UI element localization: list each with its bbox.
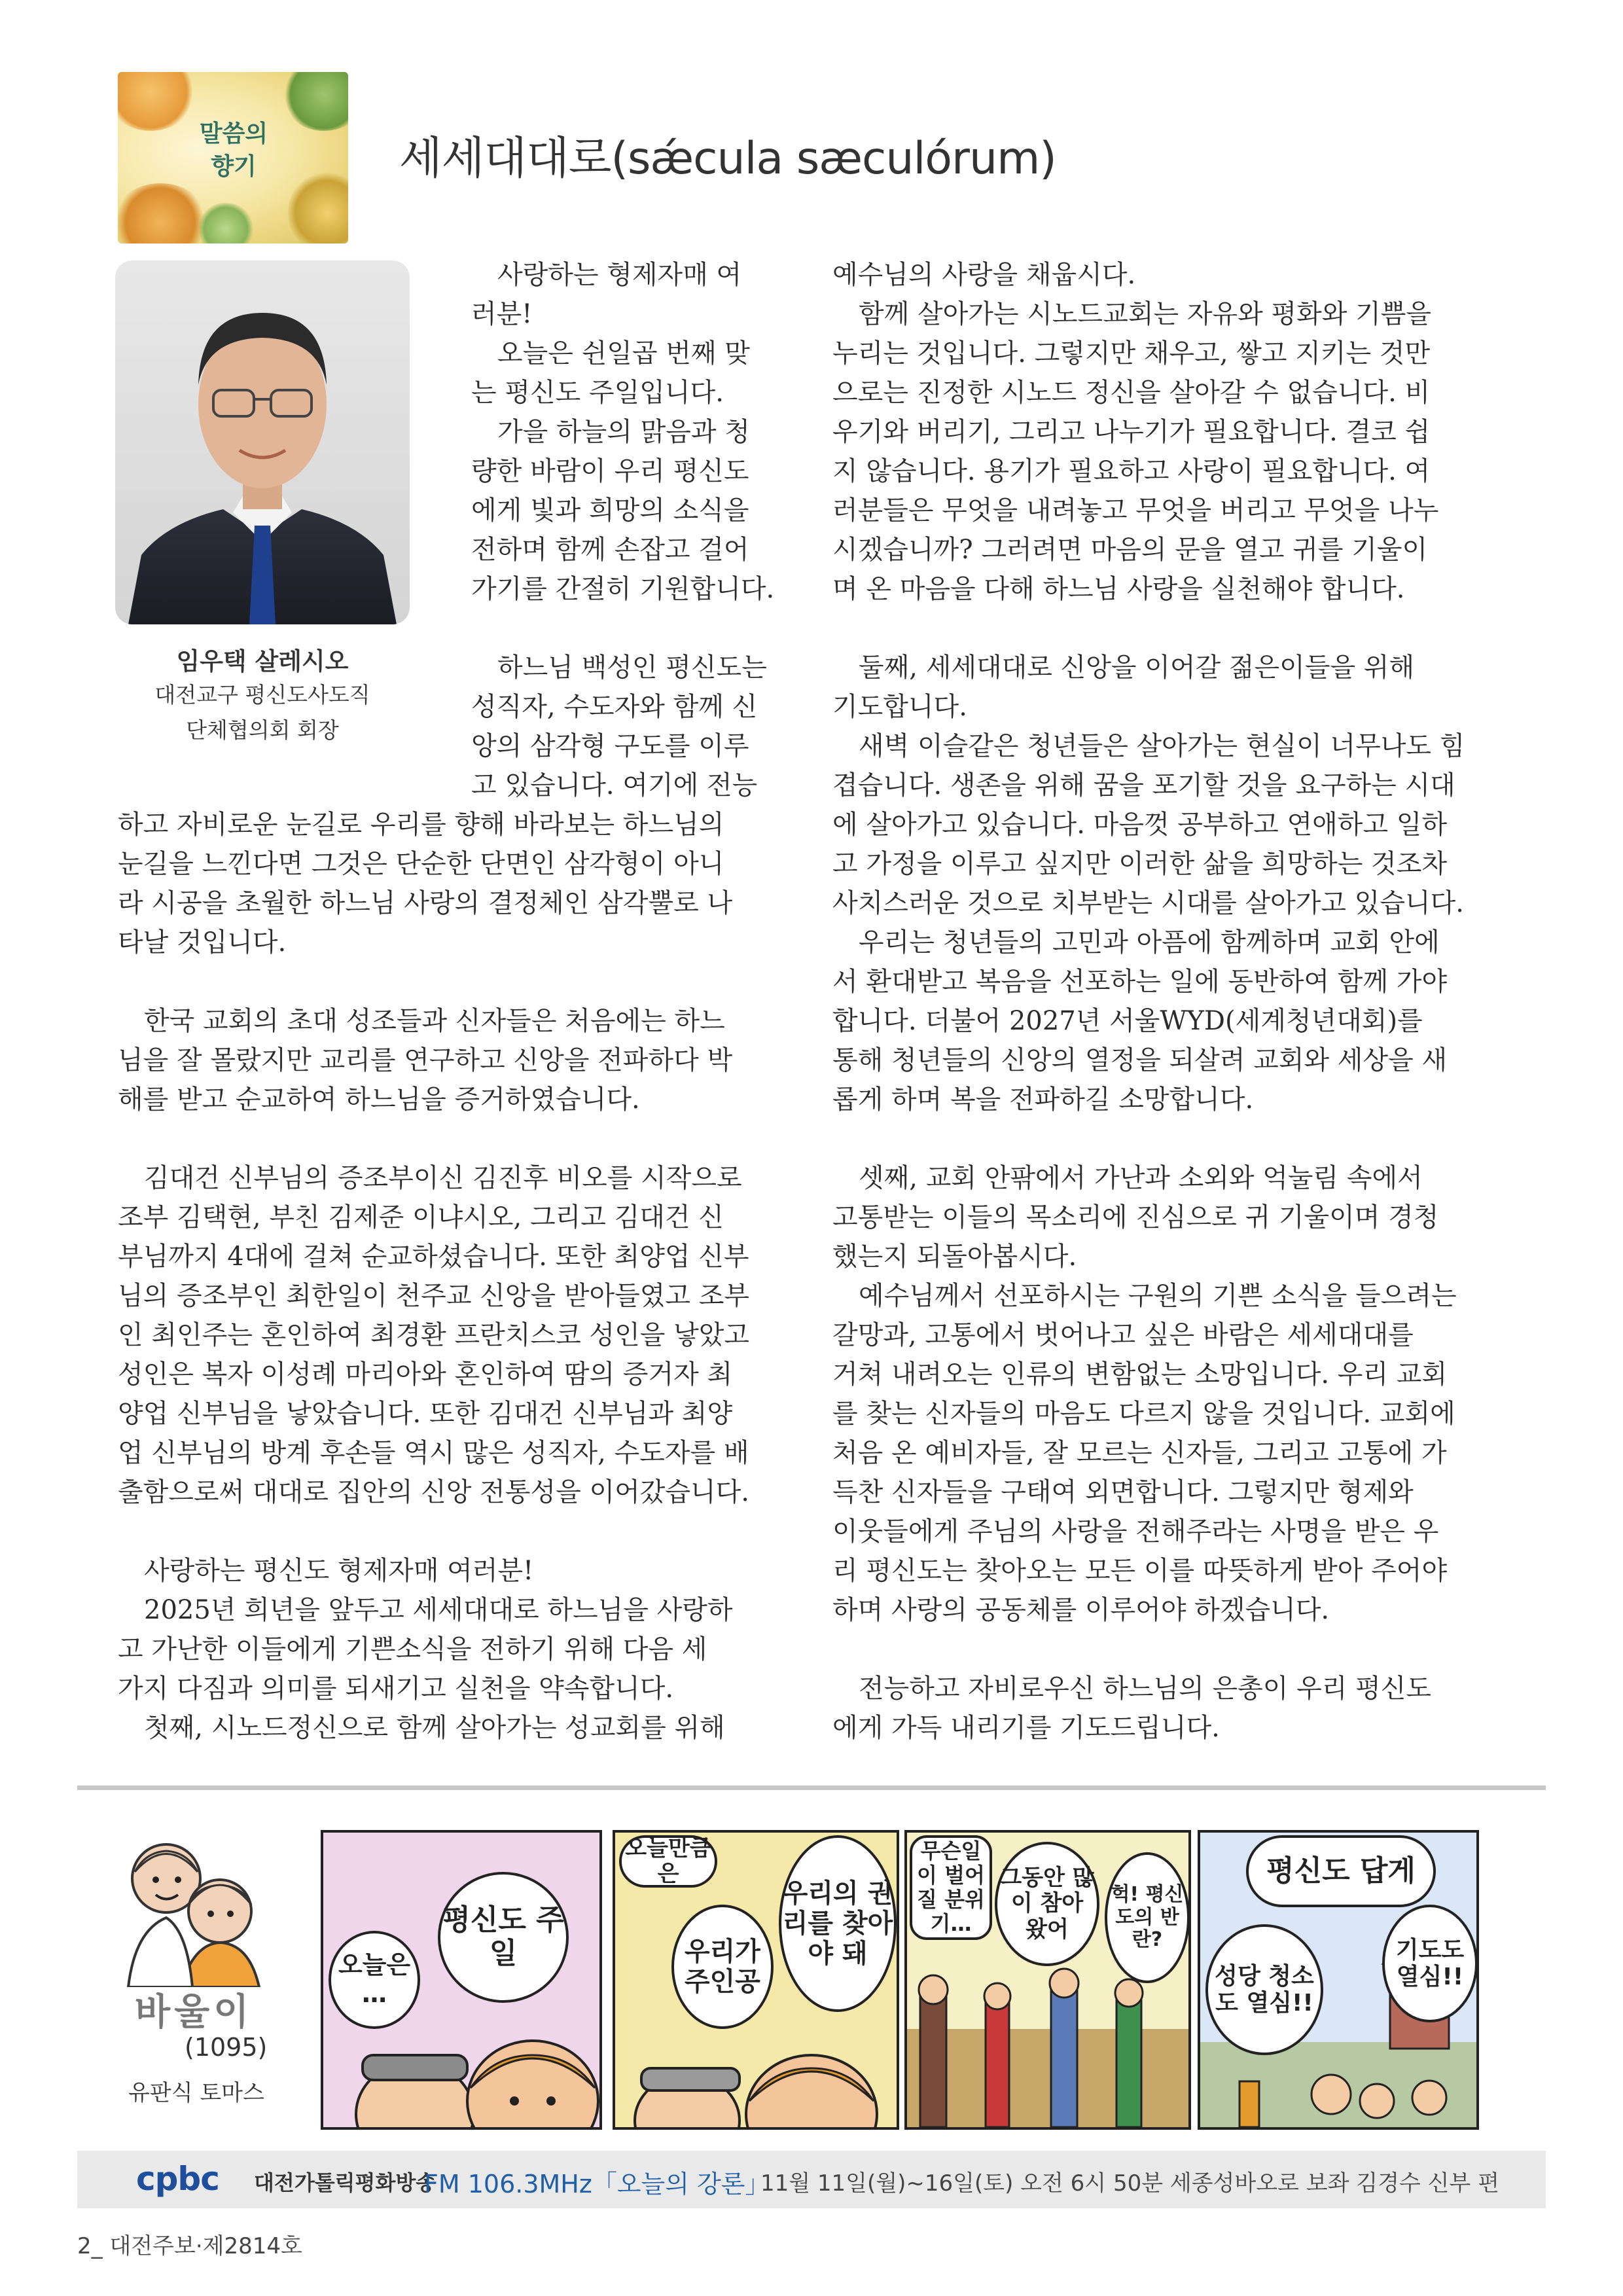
article-line: 고통받는 이들의 목소리에 진심으로 귀 기울이며 경청: [832, 1202, 1439, 1232]
article-line: 첫째, 시노드정신으로 함께 살아가는 성교회를 위해: [144, 1713, 725, 1743]
article-line: 러분들은 무엇을 내려놓고 무엇을 버리고 무엇을 나누: [832, 495, 1439, 526]
article-line: [118, 1512, 798, 1551]
panel-4-bubble-3: 기도도 열심!!: [1382, 1905, 1478, 2022]
panel-1-bubble-2: 평신도 주일: [438, 1872, 569, 2003]
article-line: 김대건 신부님의 증조부이신 김진후 비오를 시작으로: [144, 1163, 742, 1193]
section-divider: [77, 1785, 1546, 1790]
article-line: 지 않습니다. 용기가 필요하고 사랑이 필요합니다. 여: [832, 456, 1431, 486]
author-name: 임우택 살레시오: [176, 647, 349, 675]
article-line: 함께 살아가는 시노드교회는 자유와 평화와 기쁨을: [859, 299, 1432, 329]
article-line: 이웃들에게 주님의 사랑을 전해주라는 사명을 받은 우: [832, 1516, 1439, 1547]
article-line: 에 살아가고 있습니다. 마음껏 공부하고 연애하고 일하: [832, 810, 1448, 840]
badge-label: [191, 118, 276, 183]
article-line: 하고 자비로운 눈길로 우리를 향해 바라보는 하느님의: [118, 810, 724, 840]
article-line: 량한 바람이 우리 평신도: [471, 456, 749, 486]
article-line: 새벽 이슬같은 청년들은 살아가는 현실이 너무나도 힘: [859, 731, 1465, 761]
radio-program: FM 106.3MHz「오늘의 강론」: [424, 2170, 770, 2198]
article-line: 님의 증조부인 최한일이 천주교 신앙을 받아들였고 조부: [118, 1281, 750, 1311]
author-photo: [115, 260, 410, 624]
article-line: 양업 신부님을 낳았습니다. 또한 김대건 신부님과 최양: [118, 1399, 733, 1429]
article-line: [832, 1630, 1513, 1669]
article-line: 했는지 되돌아봅시다.: [832, 1242, 1077, 1272]
article-line: 사치스러운 것으로 치부받는 시대를 살아가고 있습니다.: [832, 888, 1465, 918]
article-line: 라 시공을 초월한 하느님 사랑의 결정체인 삼각뿔로 나: [118, 888, 733, 918]
article-line: 부님까지 4대에 걸쳐 순교하셨습니다. 또한 최양업 신부: [118, 1242, 749, 1272]
broadcast-schedule: 11월 11일(월)~16일(토) 오전 6시 50분 세종성바오로 보좌 김경수 신부 편: [760, 2170, 1499, 2197]
article-line: 셋째, 교회 안팎에서 가난과 소외와 억눌림 속에서: [859, 1163, 1423, 1193]
article-line: 누리는 것입니다. 그렇지만 채우고, 쌓고 지키는 것만: [832, 338, 1431, 368]
panel-2-bubble-1: 오늘만큼은: [619, 1835, 717, 1888]
article-line: 하며 사랑의 공동체를 이루어야 하겠습니다.: [832, 1595, 1330, 1625]
page-footer: 2_ 대전주보·제2814호: [77, 2233, 302, 2259]
comic-panel-3: [904, 1830, 1191, 2130]
comic-panel-1: [321, 1830, 602, 2130]
article-line: [471, 609, 798, 648]
article-line: 겹습니다. 생존을 위해 꿈을 포기할 것을 요구하는 시대: [832, 770, 1455, 800]
article-line: 고 가정을 이루고 싶지만 이러한 삶을 희망하는 것조차: [832, 849, 1448, 879]
broadcast-banner: [77, 2151, 1546, 2208]
panel-3-bubble-3: 헉! 평신도의 반란?: [1105, 1852, 1190, 1983]
article-line: [832, 1119, 1513, 1158]
cpbc-logo: cpbc: [136, 2160, 219, 2198]
panel-1-bubble-1: 오늘은 …: [329, 1931, 420, 2029]
article-line: 해를 받고 순교하여 하느님을 증거하였습니다.: [118, 1085, 640, 1115]
comic-panel-2: [613, 1830, 899, 2130]
author-portrait-illustration: [115, 260, 410, 624]
comic-author: 유판식 토마스: [128, 2080, 264, 2106]
article-line: 사랑하는 평신도 형제자매 여러분!: [144, 1556, 534, 1586]
cpbc-station-name: 대전가톨릭평화방송: [254, 2170, 437, 2195]
article-line: 처음 온 예비자들, 잘 모르는 신자들, 그리고 고통에 가: [832, 1438, 1447, 1468]
article-line: 거쳐 내려오는 인류의 변함없는 소망입니다. 우리 교회: [832, 1359, 1448, 1390]
article-line: 조부 김택현, 부친 김제준 이냐시오, 그리고 김대건 신: [118, 1202, 724, 1232]
article-line: 리 평신도는 찾아오는 모든 이를 따뜻하게 받아 주어야: [832, 1556, 1448, 1586]
article-line: 합니다. 더불어 2027년 서울WYD(세계청년대회)를: [832, 1006, 1423, 1036]
article-line: 에게 가득 내리기를 기도드립니다.: [832, 1713, 1220, 1743]
section-badge-image: [118, 72, 348, 243]
article-line: 고 있습니다. 여기에 전능: [471, 770, 758, 800]
badge-line-1: 말씀의: [199, 120, 268, 147]
panel-4-bubble-1: 평신도 답게: [1246, 1835, 1436, 1907]
article-line: 으로는 진정한 시노드 정신을 살아갈 수 없습니다. 비: [832, 378, 1431, 408]
article-line: 눈길을 느낀다면 그것은 단순한 단면인 삼각형이 아니: [118, 849, 724, 879]
article-line: 성직자, 수도자와 함께 신: [471, 692, 758, 722]
article-line: 시겠습니까? 그러려면 마음의 문을 열고 귀를 기울이: [832, 535, 1428, 565]
article-line: 예수님께서 선포하시는 구원의 기쁜 소식을 들으려는: [859, 1281, 1457, 1311]
article-line: 전능하고 자비로우신 하느님의 은총이 우리 평신도: [859, 1674, 1432, 1704]
article-line: 앙의 삼각형 구도를 이루: [471, 731, 749, 761]
article-line: 는 평신도 주일입니다.: [471, 378, 724, 408]
article-line: 둘째, 세세대대로 신앙을 이어갈 젊은이들을 위해: [859, 653, 1415, 683]
article-title: 세세대대로(sǽcula sæculórum): [399, 133, 1056, 185]
article-line: 사랑하는 형제자매 여: [497, 260, 742, 290]
article-line: 기도합니다.: [832, 692, 967, 722]
article-line: [118, 962, 798, 1001]
article-line: 며 온 마음을 다해 하느님 사랑을 실천해야 합니다.: [832, 574, 1405, 604]
article-line: 성인은 복자 이성례 마리아와 혼인하여 땀의 증거자 최: [118, 1359, 733, 1390]
article-line: 롭게 하며 복을 전파하길 소망합니다.: [832, 1085, 1254, 1115]
article-line: 가을 하늘의 맑음과 청: [497, 417, 750, 447]
article-line: 를 찾는 신자들의 마음도 다르지 않을 것입니다. 교회에: [832, 1399, 1455, 1429]
article-line: 갈망과, 고통에서 벗어나고 싶은 바람은 세세대대를: [832, 1320, 1414, 1350]
panel-2-bubble-2: 우리가 주인공: [671, 1905, 774, 2029]
badge-line-2: 향기: [211, 153, 257, 180]
article-line: 예수님의 사랑을 채웁시다.: [832, 260, 1136, 290]
article-line: 서 환대받고 복음을 선포하는 일에 동반하여 함께 가야: [832, 967, 1448, 997]
article-line: [832, 609, 1513, 648]
article-line: 전하며 함께 손잡고 걸어: [471, 535, 749, 565]
article-line: 러분!: [471, 299, 533, 329]
article-line: 득찬 신자들을 구태여 외면합니다. 그렇지만 형제와: [832, 1477, 1414, 1507]
article-line: 우기와 버리기, 그리고 나누기가 필요합니다. 결코 쉽: [832, 417, 1431, 447]
author-role-line-2: 단체협의회 회장: [186, 717, 339, 743]
article-line: 가지 다짐과 의미를 되새기고 실천을 약속합니다.: [118, 1674, 674, 1704]
article-line: 통해 청년들의 신앙의 열정을 되살려 교회와 세상을 새: [832, 1045, 1448, 1075]
article-line: 고 가난한 이들에게 기쁜소식을 전하기 위해 다음 세: [118, 1634, 707, 1664]
article-line: 한국 교회의 초대 성조들과 신자들은 처음에는 하느: [144, 1006, 725, 1036]
author-role-line-1: 대전교구 평신도사도직: [154, 682, 370, 708]
panel-3-bubble-2: 그동안 많이 참아 왔어: [995, 1842, 1099, 1966]
article-line: 에게 빛과 희망의 소식을: [471, 495, 749, 526]
article-line: 오늘은 쉰일곱 번째 맞: [497, 338, 750, 368]
baului-character-icon: [115, 1833, 270, 1987]
panel-4-bubble-2: 성당 청소도 열심!!: [1205, 1924, 1323, 2055]
article-line: 우리는 청년들의 고민과 아픔에 함께하며 교회 안에: [859, 927, 1440, 958]
article-line: 타날 것입니다.: [118, 927, 287, 958]
article-line: 2025년 희년을 앞두고 세세대대로 하느님을 사랑하: [144, 1595, 733, 1625]
article-line: 출함으로써 대대로 집안의 신앙 전통성을 이어갔습니다.: [118, 1477, 750, 1507]
panel-3-bubble-1: 무슨일이 벌어질 분위기…: [910, 1835, 992, 1940]
article-line: 인 최인주는 혼인하여 최경환 프란치스코 성인을 낳았고: [118, 1320, 750, 1350]
article-line: 님을 잘 몰랐지만 교리를 연구하고 신앙을 전파하다 박: [118, 1045, 733, 1075]
article-line: 가기를 간절히 기원합니다.: [471, 574, 775, 604]
article-line: 업 신부님의 방계 후손들 역시 많은 성직자, 수도자를 배: [118, 1438, 749, 1468]
article-line: [118, 1119, 798, 1158]
comic-panel-4: [1198, 1830, 1479, 2130]
panel-2-bubble-3: 우리의 권리를 찾아야 돼: [779, 1835, 897, 2012]
comic-title: 바울이: [135, 1991, 253, 2034]
article-line: 하느님 백성인 평신도는: [497, 653, 767, 683]
comic-number: (1095): [185, 2033, 268, 2062]
